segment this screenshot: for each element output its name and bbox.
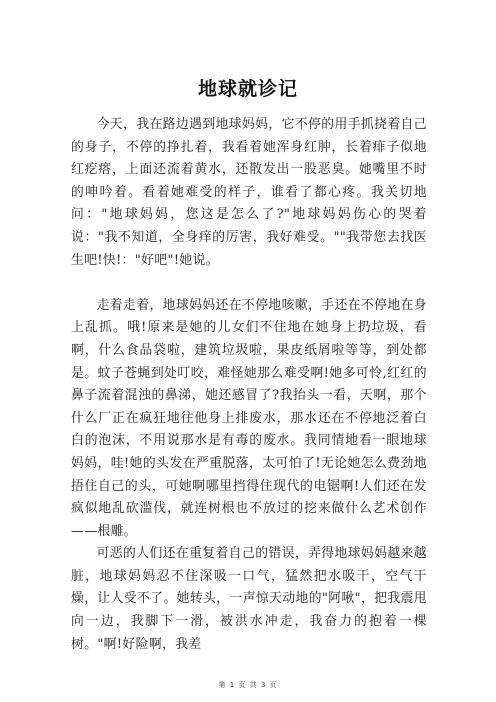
page-number: 第 1 页 共 3 页 xyxy=(218,681,278,689)
document-title: 地球就诊记 xyxy=(197,78,298,100)
paragraph: 今天，我在路边遇到地球妈妈，它不停的用手抓挠着自己的身子，不停的挣扎着，我看着她浑身红肿，长着痱子似地红疙瘩，上面还流着黄水，还散发出一股恶臭。她嘴里不时的呻吟着。看着她难受的样子，谁看了都心疼。我关切地问："地球妈妈，您这是怎么了?"地球妈妈伤心的哭着说："我不知道，全身痒的厉害，我好难受。""我带您去找医生吧!快!："好吧"!她说。 xyxy=(71,117,427,268)
paragraph: 走着走着，地球妈妈还在不停地咳嗽，手还在不停地在身上乱抓。哦!原来是她的儿女们不住地在她身上扔垃圾，看啊，什么食品袋啦，建筑垃圾啦，果皮纸屑啦等等，到处都是。蚊子苍蝇到处叮咬，难怪她那么难受啊!她多可怜,红红的鼻子流着混浊的鼻涕，她还感冒了?我抬头一看，天啊，那个什么厂正在疯狂地往他身上排废水，那水还在不停地泛着白白的泡沫，不用说那水是有毒的废水。我同情地看一眼地球妈妈，哇!她的头发在严重脱落，太可怕了!无论她怎么费劲地捂住自己的头，可她啊哪里挡得住现代的电锯啊!人们还在发疯似地乱砍滥伐，就连树根也不放过的挖来做什么艺术创作——根雕。 xyxy=(71,297,427,539)
paragraph: 可恶的人们还在重复着自己的错误，弄得地球妈妈越来越脏，地球妈妈忍不住深吸一口气，猛然把水吸干，空气干燥，让人受不了。她转头，一声惊天动地的"阿啾"，把我震甩向一边，我脚下一滑，被洪水冲走，我奋力的抱着一棵树。"啊!好险啊，我差 xyxy=(71,546,427,652)
document-body xyxy=(71,114,427,656)
